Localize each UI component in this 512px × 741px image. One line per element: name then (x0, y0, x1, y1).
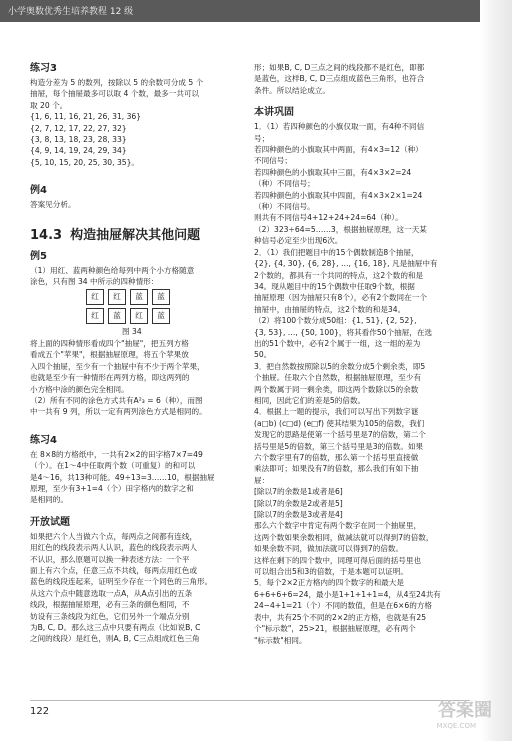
text-line: 不同信号； (254, 156, 292, 166)
text-line: 取 20 个。 (30, 100, 68, 110)
text-line: 两个数属于同一剩余类，即这两个数除以5的余数 (254, 384, 419, 394)
book-title: 小学奥数优秀生培养教程 12 级 (8, 7, 134, 17)
text-line: 抽屉，每个抽屉最多可以取 4 个数，最多一共可以 (30, 89, 200, 99)
text-line: 抽屉原理（因为抽屉只有8个），必有2个数同在一个 (254, 293, 427, 303)
text-line: 个"标示数"，25>21，根据抽屉原理，必有两个 (254, 624, 416, 634)
set-line: {4, 9, 14, 19, 24, 29, 34} (30, 146, 127, 156)
text-line: [除以7的余数是3或者是4] (254, 510, 343, 520)
set-line: {1, 6, 11, 16, 21, 26, 31, 36} (30, 112, 142, 122)
page-number: 122 (30, 706, 50, 717)
grid-cell: 红 (108, 289, 126, 305)
text-line: 6+6+6+6=24，最小是1+1+1+1=4，从4至24共有 (254, 589, 441, 599)
text-line: 在 8×8的方格纸中，一共有2×2的田字格7×7=49 (30, 449, 203, 459)
text-line: 若四种颜色的小旗取其中两面，有4×3=12（种） (254, 145, 423, 155)
text-line: 蓝色的线段连起来，证明至少存在一个同色的三角形。 (30, 577, 213, 587)
text-line: 是4～16，共13种可能。49÷13=3……10，根据抽屉 (30, 472, 215, 482)
text-line: 个抽屉。任取六个自然数，根据抽屉原理，至少有 (254, 373, 422, 383)
review-title: 本讲巩固 (254, 107, 294, 119)
text-line: (a□b) (c□d) (e□f) 使其结果为105的倍数，我们 (254, 418, 425, 428)
exercise4-title: 练习4 (30, 434, 57, 446)
text-line: 六个数字里有7的倍数，那么第一个括号里直接做 (254, 453, 419, 462)
grid-cell: 红 (86, 308, 104, 324)
text-line: 中一共有 9 列，所以一定有两列涂色方式是相同的。 (30, 407, 207, 417)
text-line: {2}, {4, 30}, {6, 28}, …, {16, 18}, 凡是抽屉中有 (254, 259, 438, 269)
example5-title: 例5 (30, 250, 47, 262)
text-line: 是相同的。 (30, 495, 68, 505)
text-line: （种）不同信号； (254, 179, 315, 189)
text-line: 构造分差为 5 的数列，按除以 5 的余数可分成 5 个 (30, 78, 204, 87)
text-line: 为B, C, D。那么这三点中只要有两点（比如说B, C (30, 623, 201, 632)
text-line: 表中，共有25个不同的2×2的正方格，也就是有25 (254, 612, 427, 622)
text-line: 1．（1）若四种颜色的小旗仅取一面，有4种不同信 (254, 122, 425, 132)
header-bar (0, 0, 480, 22)
text-line: 如果余数不同，做加法就可以得到7的倍数。 (254, 544, 404, 554)
text-line: "标示数"相同。 (254, 635, 307, 645)
section-title: 构造抽屉解决其他问题 (70, 227, 201, 243)
text-line: 则共有不同信号4+12+24+24=64（种）。 (254, 213, 403, 223)
text-line: 入四个抽屉，至少有一个抽屉中有不少于两个苹果， (30, 361, 205, 371)
text-line: （2）323÷64=5……3，根据抽屉原理，这一天某 (254, 224, 427, 234)
open-problem-title: 开放试题 (30, 516, 70, 528)
set-line: {3, 8, 13, 18, 23, 28, 33} (30, 135, 127, 145)
footer-rule (30, 700, 470, 701)
text-line: 之间的线段）是红色，则A, B, C三点组成红色三角 (30, 634, 200, 644)
right-column (254, 62, 470, 646)
text-line: 50。 (254, 350, 272, 360)
text-line: 抽屉中，由抽屉的特点，这2个数的和是34。 (254, 304, 406, 314)
text-line: 是蓝色，这样B, C, D三点组成蓝色三角形，也符合 (254, 74, 425, 84)
text-line: 出的51个数中，必有2个属于一组，这一组的差为 (254, 338, 421, 348)
text-line: 34。现从题目中的15个偶数中任取9个数，根据 (254, 281, 415, 291)
grid-cell: 红 (130, 308, 148, 324)
text-line: 4．根据上一题的提示，我们可以写出下列数字谜 (254, 407, 419, 417)
figure-caption: 图 34 (122, 327, 142, 337)
text-line: [除以7的余数是1或者是6] (254, 487, 343, 497)
text-line: 看成五个"苹果"，根据抽屉原理，将五个苹果放 (30, 350, 189, 360)
text-line: [除以7的余数是2或者是5] (254, 498, 343, 508)
text-line: （个）。在1～4中任取两个数（可重复）的和可以 (30, 461, 196, 471)
watermark-url: MXQE.COM (436, 722, 476, 730)
text-line: 若四种颜色的小旗取其中四面，有4×3×2×1=24 (254, 190, 423, 200)
review-body (254, 121, 470, 646)
text-line: 涂色，只有图 34 中所示的四种情形： (30, 277, 159, 287)
text-line: 相同，因此它们的差是5的倍数。 (254, 395, 366, 405)
color-grid-figure (86, 289, 244, 324)
text-line: 2个数的，都具有一个共同的特点，这2个数的和是 (254, 270, 424, 280)
text-line: 线段，根据抽屉原理，必有三条的颜色相同，不 (30, 600, 190, 610)
text-line: 条件。所以结论成立。 (254, 85, 330, 95)
text-line: 小方格中涂的颜色完全相同。 (30, 384, 129, 394)
text-line: 将上面的四种情形看成四个"抽屉"，把五列方格 (30, 338, 189, 348)
text-line: 答案见分析。 (30, 200, 76, 210)
text-line: （1）用红、蓝两种颜色给每列中两个小方格随意 (30, 265, 195, 275)
text-line: （2）所有不同的涂色方式共有A²₃ = 6（种），而图 (30, 395, 203, 405)
text-line: 种信号必定至少出现6次。 (254, 236, 343, 246)
section-heading (30, 227, 244, 244)
text-line: 若四种颜色的小旗取其中三面，有4×3×2=24 (254, 167, 412, 177)
text-line: 从这六个点中随意选取一点A，从A点引出的五条 (30, 588, 193, 598)
set-line: {2, 7, 12, 17, 22, 27, 32} (30, 123, 127, 133)
text-line: 这两个数如果余数相同，做减法就可以得到7的倍数， (254, 532, 434, 542)
text-line: 发现它的思路是使第一个括号里是7的倍数，第二个 (254, 430, 426, 440)
text-line: 用红色的线段表示两人认识，蓝色的线段表示两人 (30, 543, 198, 553)
text-line: 5．每个2×2正方格内的四个数字的和最大是 (254, 578, 404, 588)
grid-cell: 蓝 (130, 289, 148, 305)
text-line: 2．（1）我们把题目中的15个偶数制造8个抽屉， (254, 247, 419, 257)
text-line: 可以组合出5和3的倍数，于是本题可以证明。 (254, 567, 408, 577)
section-number: 14.3 (30, 227, 63, 243)
text-line: 那么六个数字中肯定有两个数字在同一个抽屉里， (254, 521, 422, 531)
text-line: 乘法即可；如果没有7的倍数，那么我们有如下抽 (254, 464, 419, 474)
text-line: 原理，至少有3+1=4（个）田字格内的数字之和 (30, 483, 194, 493)
text-line: 屉： (254, 475, 270, 485)
set-line: {5, 10, 15, 20, 25, 30, 35}。 (30, 157, 140, 167)
text-line: 这样在剩下的四个数中，同理可得后面的括号里也 (254, 555, 422, 565)
example4-title: 例4 (30, 185, 47, 197)
grid-cell: 蓝 (152, 308, 170, 324)
text-line: 号； (254, 133, 270, 143)
text-line: 面上有六个点，任意三点不共线，每两点用红色或 (30, 565, 198, 575)
text-line: （2）将100个数分成50组：{1, 51}, {2, 52}, (254, 316, 417, 326)
text-line: 24−4+1=21（个）不同的数值，但是在6×6的方格 (254, 601, 433, 611)
text-line: 形；如果B, C, D三点之间的线段都不是红色，即都 (254, 63, 425, 72)
text-line: 也就是至少有一种情形在两列方格，即这两列的 (30, 373, 190, 383)
grid-cell: 红 (86, 289, 104, 305)
text-line: 3．把自然数按照除以5的余数分成5个剩余类，即5 (254, 361, 426, 371)
grid-cell: 蓝 (108, 308, 126, 324)
grid-cell: 蓝 (152, 289, 170, 305)
page-edge (480, 0, 512, 741)
text-line: 括号里是5的倍数，第三个括号里是3的倍数。如果 (254, 441, 424, 451)
watermark-logo: 答案圈 (438, 700, 492, 721)
left-column (30, 62, 244, 645)
text-line: （种）不同信号。 (254, 202, 315, 212)
text-line: {3, 53}, …, {50, 100}，将其看作50个抽屉，在选 (254, 327, 433, 337)
text-line: 如果把六个人当做六个点，每两点之间都有连线， (30, 531, 198, 541)
exercise3-title: 练习3 (30, 63, 57, 74)
text-line: 妨设有三条线段为红色，它们另外一个端点分别 (30, 611, 190, 621)
text-line: 不认识，那么原题可以换一种表述方法：一个平 (30, 554, 190, 564)
